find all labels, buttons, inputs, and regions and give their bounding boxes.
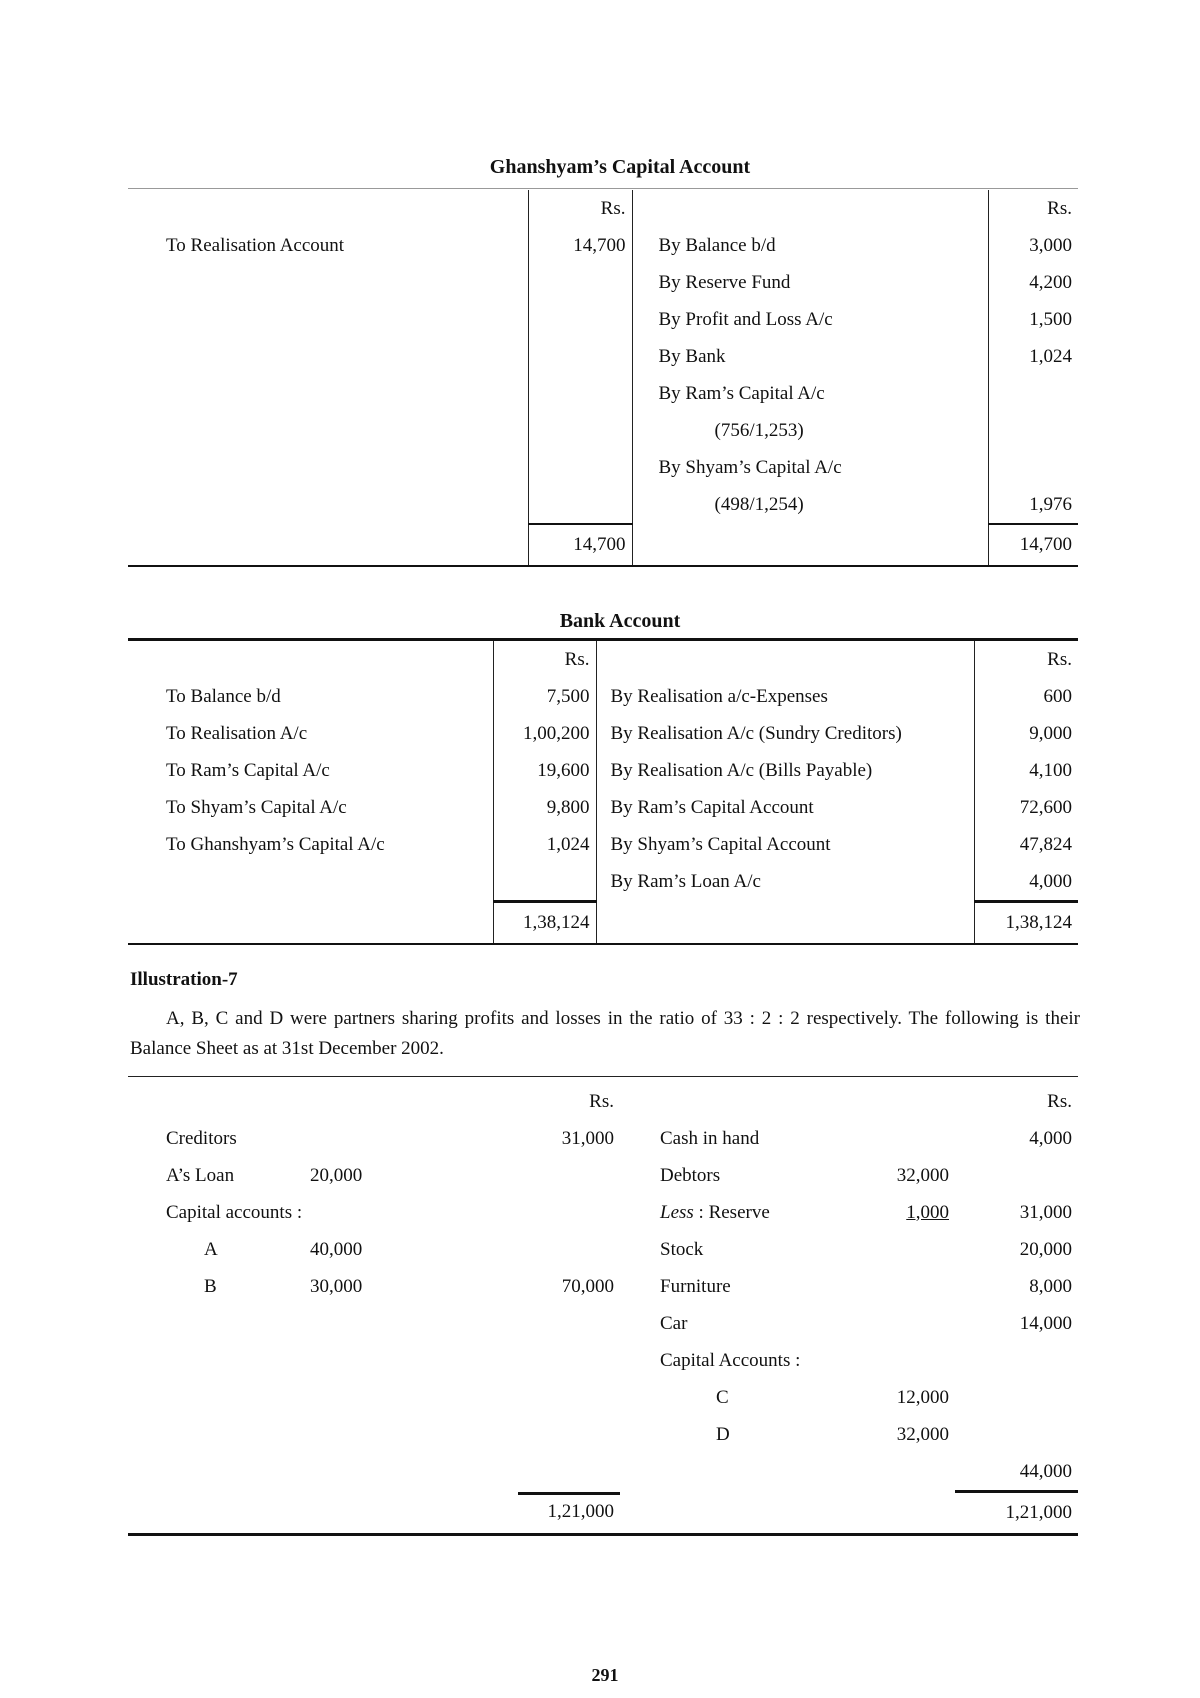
bs-asset-sub: 12,000: [896, 1386, 949, 1408]
balance-sheet-top-rule: [128, 1076, 1078, 1077]
ghanshyam-cr-amount: [988, 412, 1078, 449]
bs-asset-amount: [955, 1416, 1078, 1453]
ghanshyam-cr-label: By Shyam’s Capital A/c: [658, 456, 842, 478]
ghanshyam-cr-amount: 3,000: [988, 227, 1078, 264]
bank-dr-amount: 9,800: [493, 789, 596, 826]
ghanshyam-cr-label: By Reserve Fund: [658, 271, 791, 293]
bs-asset-label: Cash in hand: [660, 1127, 760, 1149]
bank-cr-amount: 4,100: [974, 752, 1078, 789]
bs-asset-label: Stock: [660, 1238, 704, 1260]
bank-dr-amount: [493, 863, 596, 902]
bs-asset-sub: [835, 1231, 955, 1268]
bs-asset-amount: 44,000: [1019, 1460, 1072, 1482]
bs-row: [128, 1157, 1078, 1194]
bs-liability-amount: [410, 1194, 620, 1231]
ghanshyam-dr-amount: 14,700: [528, 227, 632, 264]
bs-asset-label: Capital Accounts :: [660, 1349, 801, 1371]
bs-liability-amount: 31,000: [561, 1127, 614, 1149]
bank-cr-label: By Ram’s Capital Account: [610, 796, 814, 818]
less-label: Less: [660, 1201, 694, 1223]
illustration-text: A, B, C and D were partners sharing profits and losses in the ratio of 33 : 2 : 2 respectively. The following is their Balance Sheet as at 31st December 2002.: [130, 1008, 1080, 1059]
ghanshyam-cr-amount: 1,024: [988, 338, 1078, 375]
bs-asset-label: Debtors: [660, 1164, 721, 1186]
bank-dr-amount: 19,600: [493, 752, 596, 789]
bs-total-right: 1,21,000: [955, 1492, 1078, 1535]
ghanshyam-cr-label: By Profit and Loss A/c: [658, 308, 833, 330]
bank-cr-label: By Ram’s Loan A/c: [610, 871, 761, 893]
bank-cr-amount: 47,824: [974, 826, 1078, 863]
bs-asset-amount: 14,000: [1019, 1312, 1072, 1334]
bank-dr-label: To Balance b/d: [166, 685, 281, 707]
bs-liability-sub: 40,000: [310, 1238, 363, 1260]
bs-asset-amount: 31,000: [1019, 1201, 1072, 1223]
bank-dr-label: [128, 863, 493, 902]
ghanshyam-title: Ghanshyam’s Capital Account: [489, 156, 751, 178]
bs-asset-amount: 4,000: [1029, 1127, 1072, 1149]
reserve-amount: 1,000: [906, 1201, 949, 1223]
ghanshyam-rs-dr: Rs.: [528, 190, 632, 227]
bs-asset-sub: 32,000: [896, 1423, 949, 1445]
bs-asset-sub: 32,000: [896, 1164, 949, 1186]
bs-liability-sub: 30,000: [310, 1275, 363, 1297]
bank-row: [128, 752, 1078, 789]
ghanshyam-cr-label: By Balance b/d: [658, 234, 776, 256]
bank-rs-cr: Rs.: [974, 640, 1078, 679]
ghanshyam-top-rule: [128, 188, 1078, 189]
bs-liability-sub: [310, 1194, 410, 1231]
bank-dr-amount: 1,00,200: [493, 715, 596, 752]
balance-sheet-table: [128, 1083, 1078, 1536]
bank-total-cr: 1,38,124: [974, 902, 1078, 945]
bs-asset-amount: 8,000: [1029, 1275, 1072, 1297]
bank-dr-amount: 1,024: [493, 826, 596, 863]
bank-total-dr: 1,38,124: [493, 902, 596, 945]
bs-asset-sub: [835, 1120, 955, 1157]
bs-liability-amount: 70,000: [561, 1275, 614, 1297]
bank-dr-label: To Shyam’s Capital A/c: [166, 796, 347, 818]
bs-total-left-rule: [518, 1492, 620, 1495]
illustration-heading: Illustration-7: [130, 969, 238, 990]
bs-asset-amount: [955, 1379, 1078, 1416]
bank-cr-amount: 600: [974, 678, 1078, 715]
bank-dr-label: To Realisation A/c: [166, 722, 308, 744]
bs-row: [128, 1416, 1078, 1453]
bs-liability-sub: [310, 1120, 410, 1157]
ghanshyam-cr-amount: 1,500: [988, 301, 1078, 338]
bank-cr-amount: 9,000: [974, 715, 1078, 752]
bank-rs-dr: Rs.: [493, 640, 596, 679]
bs-row: [128, 1453, 1078, 1492]
bank-row: [128, 715, 1078, 752]
bs-total-left-value: 1,21,000: [547, 1501, 614, 1523]
bs-liability-sub: 20,000: [310, 1164, 363, 1186]
bs-row: [128, 1268, 1078, 1305]
bs-asset-amount: [955, 1342, 1078, 1379]
bs-liability-label: Capital accounts :: [166, 1201, 303, 1223]
ghanshyam-rs-cr: Rs.: [988, 190, 1078, 227]
bank-cr-amount: 4,000: [974, 863, 1078, 902]
bank-row: [128, 826, 1078, 863]
bs-total-left: [410, 1492, 620, 1535]
reserve-label: : Reserve: [693, 1201, 770, 1223]
bank-title: Bank Account: [559, 610, 681, 632]
bs-liability-label: A’s Loan: [166, 1164, 235, 1186]
ghanshyam-cr-amount: 1,976: [988, 486, 1078, 524]
bs-asset-sub: [835, 1342, 955, 1379]
bs-row: [128, 1342, 1078, 1379]
ghanshyam-cr-label: (756/1,253): [714, 419, 804, 441]
bs-asset-sub: [835, 1268, 955, 1305]
bs-row: [128, 1120, 1078, 1157]
bs-liability-label: B: [204, 1275, 217, 1297]
ghanshyam-cr-amount: [988, 449, 1078, 486]
bank-dr-label: To Ghanshyam’s Capital A/c: [166, 833, 385, 855]
bs-asset-sub: [835, 1305, 955, 1342]
ghanshyam-dr-label: To Realisation Account: [166, 234, 345, 256]
bs-asset-amount: 20,000: [1019, 1238, 1072, 1260]
bank-dr-amount: 7,500: [493, 678, 596, 715]
bs-rs-right: Rs.: [1047, 1090, 1072, 1112]
bs-row: [128, 1231, 1078, 1268]
bank-cr-amount: 72,600: [974, 789, 1078, 826]
bank-row: [128, 789, 1078, 826]
bs-asset-label: Furniture: [660, 1275, 731, 1297]
bank-cr-label: By Shyam’s Capital Account: [610, 833, 831, 855]
page-number: 291: [591, 1665, 619, 1685]
ghanshyam-total-dr: 14,700: [528, 524, 632, 566]
bs-liability-amount: [410, 1157, 620, 1194]
bank-row: [128, 678, 1078, 715]
bank-cr-label: By Realisation a/c-Expenses: [610, 685, 828, 707]
bank-row: [128, 863, 1078, 902]
bs-rs-left: Rs.: [589, 1090, 614, 1112]
bank-account-table: [128, 638, 1078, 945]
bs-asset-label: [620, 1453, 835, 1492]
bank-cr-label: By Realisation A/c (Sundry Creditors): [610, 722, 902, 744]
bs-asset-sub: [835, 1453, 955, 1492]
ghanshyam-total-cr: 14,700: [988, 524, 1078, 566]
ghanshyam-cr-label: (498/1,254): [714, 494, 804, 515]
bs-asset-label: C: [716, 1386, 729, 1408]
ghanshyam-cr-amount: 4,200: [988, 264, 1078, 301]
ghanshyam-account-table: [128, 190, 1078, 567]
ghanshyam-cr-label: By Ram’s Capital A/c: [658, 382, 825, 404]
bs-asset-sub: [835, 1194, 955, 1231]
bs-liability-label: A: [204, 1238, 218, 1260]
bs-row: [128, 1379, 1078, 1416]
bs-asset-label: Car: [660, 1312, 688, 1334]
bs-asset-label: [620, 1194, 835, 1231]
bs-row: [128, 1194, 1078, 1231]
bs-row: [128, 1305, 1078, 1342]
bank-cr-label: By Realisation A/c (Bills Payable): [610, 759, 873, 781]
bs-asset-amount: [955, 1157, 1078, 1194]
bs-liability-amount: [410, 1231, 620, 1268]
ghanshyam-cr-label: By Bank: [658, 345, 726, 367]
bs-asset-label: D: [716, 1423, 730, 1445]
bs-liability-label: Creditors: [166, 1127, 237, 1149]
bank-dr-label: To Ram’s Capital A/c: [166, 759, 330, 781]
ghanshyam-cr-amount: [988, 375, 1078, 412]
